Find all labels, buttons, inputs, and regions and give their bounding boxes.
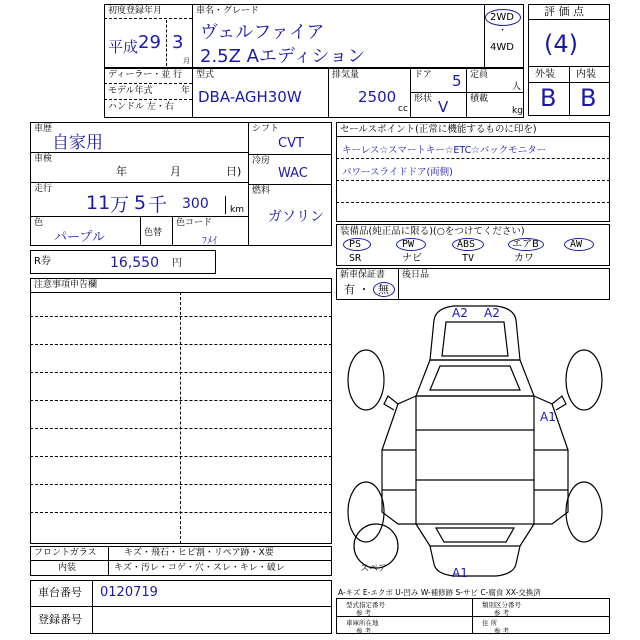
- inspection-day-unit: 日): [226, 165, 242, 178]
- equip-sr: SR: [349, 253, 362, 264]
- door-value: 5: [452, 72, 462, 90]
- front-glass-label: フロントガラス: [34, 548, 97, 558]
- fuel-label: 燃料: [252, 186, 271, 196]
- exterior-grade: B: [540, 84, 557, 112]
- car-damage-diagram: [336, 300, 610, 584]
- handle-label: ハンドル 左・右: [108, 102, 174, 112]
- selling-points-line1: キーレス☆スマートキー☆ETC☆バックモニター: [342, 145, 547, 156]
- shift-value: CVT: [278, 136, 304, 151]
- interior-value: キズ・汚レ・コゲ・穴・スレ・キレ・破レ: [114, 563, 285, 573]
- location-label: 車庫所在地: [346, 619, 379, 627]
- ref-label-1: 参 考: [356, 609, 372, 617]
- displacement-value: 2500: [358, 88, 397, 106]
- displacement-unit: cc: [398, 104, 408, 114]
- class-number-label: 類別区分番号: [482, 601, 521, 609]
- notes-block: [30, 278, 332, 544]
- chassis-number: 0120719: [100, 585, 158, 600]
- damage-mark-side: A1: [540, 410, 556, 424]
- ref-label-2: 参 考: [494, 609, 510, 617]
- inspection-year-unit: 年: [116, 165, 127, 178]
- month-unit: 月: [183, 57, 190, 65]
- recycle-amount: 16,550: [110, 255, 159, 271]
- equip-leather: カワ: [514, 253, 534, 264]
- mileage-rest: 300: [182, 196, 209, 212]
- color-code-label: 色コード: [176, 218, 213, 228]
- shift-label: シフト: [252, 124, 280, 134]
- selling-points-line2: パワースライドドア(両側): [342, 167, 453, 178]
- name-grade-label: 車名・グレード: [196, 6, 260, 16]
- reg-month: 3: [172, 32, 184, 53]
- equipment-label: 装備品(純正品に限る)(○をつけてください): [340, 226, 525, 237]
- drive-dot: ・: [498, 26, 508, 36]
- door-label: ドア: [414, 70, 432, 80]
- interior-grade: B: [580, 84, 597, 112]
- warranty-value: 有 ・: [344, 283, 370, 296]
- equip-ps: PS: [349, 239, 362, 250]
- ac-label: 冷房: [252, 156, 271, 166]
- reg-era: 平成: [108, 38, 139, 56]
- model-code: DBA-AGH30W: [198, 88, 302, 106]
- reg-label: 初度登録年月: [108, 6, 163, 16]
- car-grade: 2.5Z Aエディション: [200, 46, 366, 67]
- front-glass-value: キズ・飛石・ヒビ割・リペア跡・X要: [124, 548, 274, 558]
- model-year-label: モデル年式: [108, 86, 153, 96]
- spare-label: スペア: [360, 564, 388, 574]
- address-label: 住 所: [482, 619, 498, 627]
- mileage-label: 走行: [34, 184, 53, 194]
- ac-value: WAC: [278, 166, 308, 181]
- exterior-label: 外装: [535, 69, 555, 80]
- equip-airbag: エアB: [512, 239, 539, 250]
- drive-2wd: 2WD: [490, 12, 514, 23]
- shape-value: V: [438, 98, 449, 116]
- color-label: 色: [34, 218, 44, 228]
- damage-mark-front-left: A2: [452, 306, 468, 320]
- notes-label: 注意事項申告欄: [34, 280, 98, 290]
- interior-label: 内装: [58, 563, 77, 573]
- km-unit: km: [230, 205, 244, 215]
- load-label: 積載: [470, 94, 489, 104]
- mileage-man: 11: [86, 192, 111, 214]
- warranty-circled: 無: [378, 283, 389, 296]
- damage-legend: A-キズ E-エクボ U-凹み W-補修跡 S-サビ C-腐食 XX-交換済: [338, 588, 541, 597]
- color-value: パープル: [54, 230, 105, 245]
- inspection-label: 車検: [34, 154, 53, 164]
- inspection-month-unit: 月: [170, 165, 181, 178]
- selling-points-label: セールスポイント(正常に機能するものに印を): [340, 124, 537, 135]
- chassis-label: 車台番号: [38, 586, 82, 599]
- registration-label: 登録番号: [38, 613, 82, 626]
- equip-tv: TV: [462, 253, 475, 264]
- load-unit: kg: [512, 106, 523, 116]
- shape-label: 形状: [414, 94, 433, 104]
- after-label: 後日品: [402, 270, 430, 280]
- equip-navi: ナビ: [402, 253, 422, 264]
- damage-mark-front-right: A2: [484, 306, 500, 320]
- drive-4wd: 4WD: [490, 42, 514, 53]
- interior-label: 内装: [576, 69, 596, 80]
- mileage-sen: 5: [134, 192, 147, 214]
- model-year-unit: 年: [181, 86, 191, 96]
- model-label: 型式: [196, 70, 215, 80]
- capacity-label: 定員: [470, 70, 489, 80]
- ref-label-3: 参 考: [356, 627, 372, 635]
- usage-label: 車歴: [34, 124, 53, 134]
- recycle-label: R券: [34, 256, 51, 267]
- damage-mark-rear: A1: [452, 566, 468, 580]
- equip-aw: AW: [570, 239, 583, 250]
- capacity-unit: 人: [512, 82, 522, 92]
- man-unit: 万: [110, 194, 130, 216]
- car-name: ヴェルファイア: [200, 22, 325, 43]
- equip-pw: PW: [402, 239, 415, 250]
- reg-year: 29: [138, 32, 161, 53]
- displacement-label: 排気量: [332, 70, 360, 80]
- recycle-unit: 円: [172, 258, 182, 269]
- score-label: 評 価 点: [544, 5, 584, 18]
- type-number-label: 型式指定番号: [346, 601, 385, 609]
- sen-unit: 千: [148, 194, 168, 216]
- color-swap-label: 色替: [144, 228, 163, 238]
- warranty-label: 新車保証書: [340, 270, 386, 280]
- dealer-label: ディーラー・並 行: [108, 70, 183, 80]
- ref-label-4: 参 考: [494, 627, 510, 635]
- score-value: (4): [544, 30, 578, 58]
- usage-value: 自家用: [52, 133, 103, 153]
- color-code: ﾌﾒｲ: [202, 236, 217, 247]
- fuel-value: ガソリン: [268, 209, 324, 225]
- equip-abs: ABS: [457, 239, 476, 250]
